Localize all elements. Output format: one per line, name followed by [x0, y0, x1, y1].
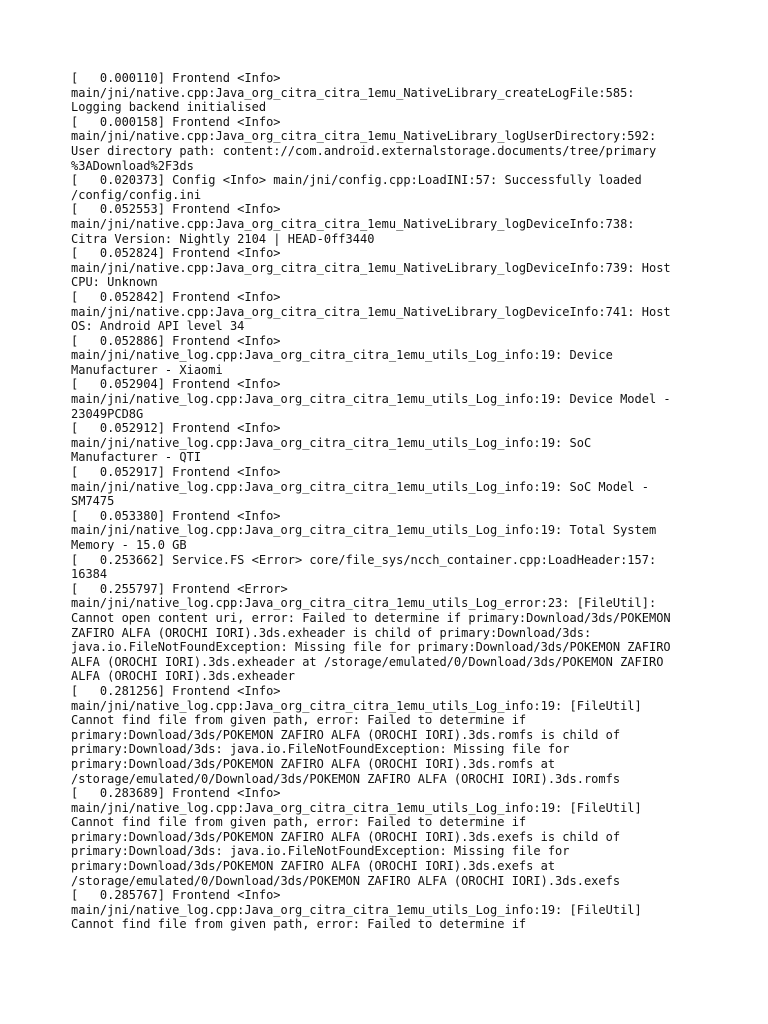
log-line: main/jni/native.cpp:Java_org_citra_citra_1emu_NativeLibrary_logUserDirectory:592: — [71, 129, 657, 144]
log-line: main/jni/native.cpp:Java_org_citra_citra_1emu_NativeLibrary_logDeviceInfo:741: Host — [71, 304, 671, 319]
log-line: java.io.FileNotFoundException: Missing file for primary:Download/3ds/POKEMON ZAFIRO — [71, 640, 671, 655]
log-line: main/jni/native_log.cpp:Java_org_citra_citra_1emu_utils_Log_info:19: Device Model - — [71, 392, 671, 407]
log-line: Manufacturer - QTI — [71, 450, 202, 465]
log-line: main/jni/native_log.cpp:Java_org_citra_citra_1emu_utils_Log_info:19: SoC Model - — [71, 479, 649, 494]
log-line: main/jni/native.cpp:Java_org_citra_citra_1emu_NativeLibrary_logDeviceInfo:739: Host — [71, 260, 671, 275]
log-line: main/jni/native_log.cpp:Java_org_citra_citra_1emu_utils_Log_info:19: [FileUtil] — [71, 698, 642, 713]
log-line: main/jni/native_log.cpp:Java_org_citra_citra_1emu_utils_Log_info:19: SoC — [71, 435, 592, 450]
log-line: [ 0.281256] Frontend <Info> — [71, 683, 281, 698]
log-line: [ 0.052917] Frontend <Info> — [71, 465, 281, 480]
log-line: Manufacturer - Xiaomi — [71, 362, 223, 377]
log-line: Cannot find file from given path, error: Failed to determine if — [71, 815, 527, 830]
log-line: [ 0.053380] Frontend <Info> — [71, 508, 281, 523]
log-line: Logging backend initialised — [71, 100, 267, 115]
log-line: [ 0.052842] Frontend <Info> — [71, 289, 281, 304]
log-line: Cannot find file from given path, error: Failed to determine if — [71, 917, 527, 932]
log-line: /storage/emulated/0/Download/3ds/POKEMON ZAFIRO ALFA (OROCHI IORI).3ds.romfs — [71, 771, 621, 786]
log-line: Cannot find file from given path, error: Failed to determine if — [71, 713, 527, 728]
log-line: main/jni/native_log.cpp:Java_org_citra_citra_1emu_utils_Log_info:19: Device — [71, 348, 613, 363]
log-line: OS: Android API level 34 — [71, 319, 245, 334]
log-line: [ 0.052824] Frontend <Info> — [71, 246, 281, 261]
log-line: main/jni/native.cpp:Java_org_citra_citra_1emu_NativeLibrary_logDeviceInfo:738: — [71, 216, 635, 231]
log-line: [ 0.285767] Frontend <Info> — [71, 888, 281, 903]
log-line: [ 0.052904] Frontend <Info> — [71, 377, 281, 392]
log-line: [ 0.052912] Frontend <Info> — [71, 421, 281, 436]
log-line: primary:Download/3ds/POKEMON ZAFIRO ALFA (OROCHI IORI).3ds.romfs at — [71, 756, 556, 771]
log-line: ALFA (OROCHI IORI).3ds.exheader at /storage/emulated/0/Download/3ds/POKEMON ZAFIRO — [71, 654, 664, 669]
log-line: ALFA (OROCHI IORI).3ds.exheader — [71, 669, 295, 684]
log-line: main/jni/native_log.cpp:Java_org_citra_citra_1emu_utils_Log_error:23: [FileUtil]: — [71, 596, 657, 611]
log-line: [ 0.000110] Frontend <Info> — [71, 71, 281, 85]
log-line: [ 0.052553] Frontend <Info> — [71, 202, 281, 217]
log-line: [ 0.255797] Frontend <Error> — [71, 581, 288, 596]
log-line: [ 0.000158] Frontend <Info> — [71, 114, 281, 129]
log-line: main/jni/native_log.cpp:Java_org_citra_citra_1emu_utils_Log_info:19: Total System — [71, 523, 657, 538]
log-line: primary:Download/3ds/POKEMON ZAFIRO ALFA (OROCHI IORI).3ds.romfs is child of — [71, 727, 621, 742]
log-line: ZAFIRO ALFA (OROCHI IORI).3ds.exheader is child of primary:Download/3ds: — [71, 625, 592, 640]
log-line: Citra Version: Nightly 2104 | HEAD-0ff3440 — [71, 231, 375, 246]
log-line: /config/config.ini — [71, 187, 202, 202]
log-line: primary:Download/3ds: java.io.FileNotFoundException: Missing file for — [71, 844, 570, 859]
log-line: 23049PCD8G — [71, 406, 144, 421]
log-line: [ 0.253662] Service.FS <Error> core/file_sys/ncch_container.cpp:LoadHeader:157: — [71, 552, 657, 567]
log-line: primary:Download/3ds/POKEMON ZAFIRO ALFA (OROCHI IORI).3ds.exefs is child of — [71, 829, 621, 844]
log-line: primary:Download/3ds/POKEMON ZAFIRO ALFA (OROCHI IORI).3ds.exefs at — [71, 859, 556, 874]
log-line: [ 0.283689] Frontend <Info> — [71, 786, 281, 801]
log-line: CPU: Unknown — [71, 275, 158, 290]
log-line: SM7475 — [71, 494, 115, 509]
log-line: primary:Download/3ds: java.io.FileNotFoundException: Missing file for — [71, 742, 570, 757]
log-line: main/jni/native.cpp:Java_org_citra_citra_1emu_NativeLibrary_createLogFile:585: — [71, 85, 635, 100]
log-line: Cannot open content uri, error: Failed to determine if primary:Download/3ds/POKEMON — [71, 610, 671, 625]
log-line: %3ADownload%2F3ds — [71, 158, 194, 173]
log-line: [ 0.020373] Config <Info> main/jni/config.cpp:LoadINI:57: Successfully loaded — [71, 173, 642, 188]
log-line: [ 0.052886] Frontend <Info> — [71, 333, 281, 348]
log-text — [71, 71, 711, 932]
log-line: User directory path: content://com.android.externalstorage.documents/tree/primary — [71, 143, 657, 158]
log-line: Memory - 15.0 GB — [71, 538, 187, 552]
log-line: 16384 — [71, 567, 108, 582]
log-line: main/jni/native_log.cpp:Java_org_citra_citra_1emu_utils_Log_info:19: [FileUtil] — [71, 902, 642, 917]
log-line: main/jni/native_log.cpp:Java_org_citra_citra_1emu_utils_Log_info:19: [FileUtil] — [71, 800, 642, 815]
log-line: /storage/emulated/0/Download/3ds/POKEMON ZAFIRO ALFA (OROCHI IORI).3ds.exefs — [71, 873, 621, 888]
